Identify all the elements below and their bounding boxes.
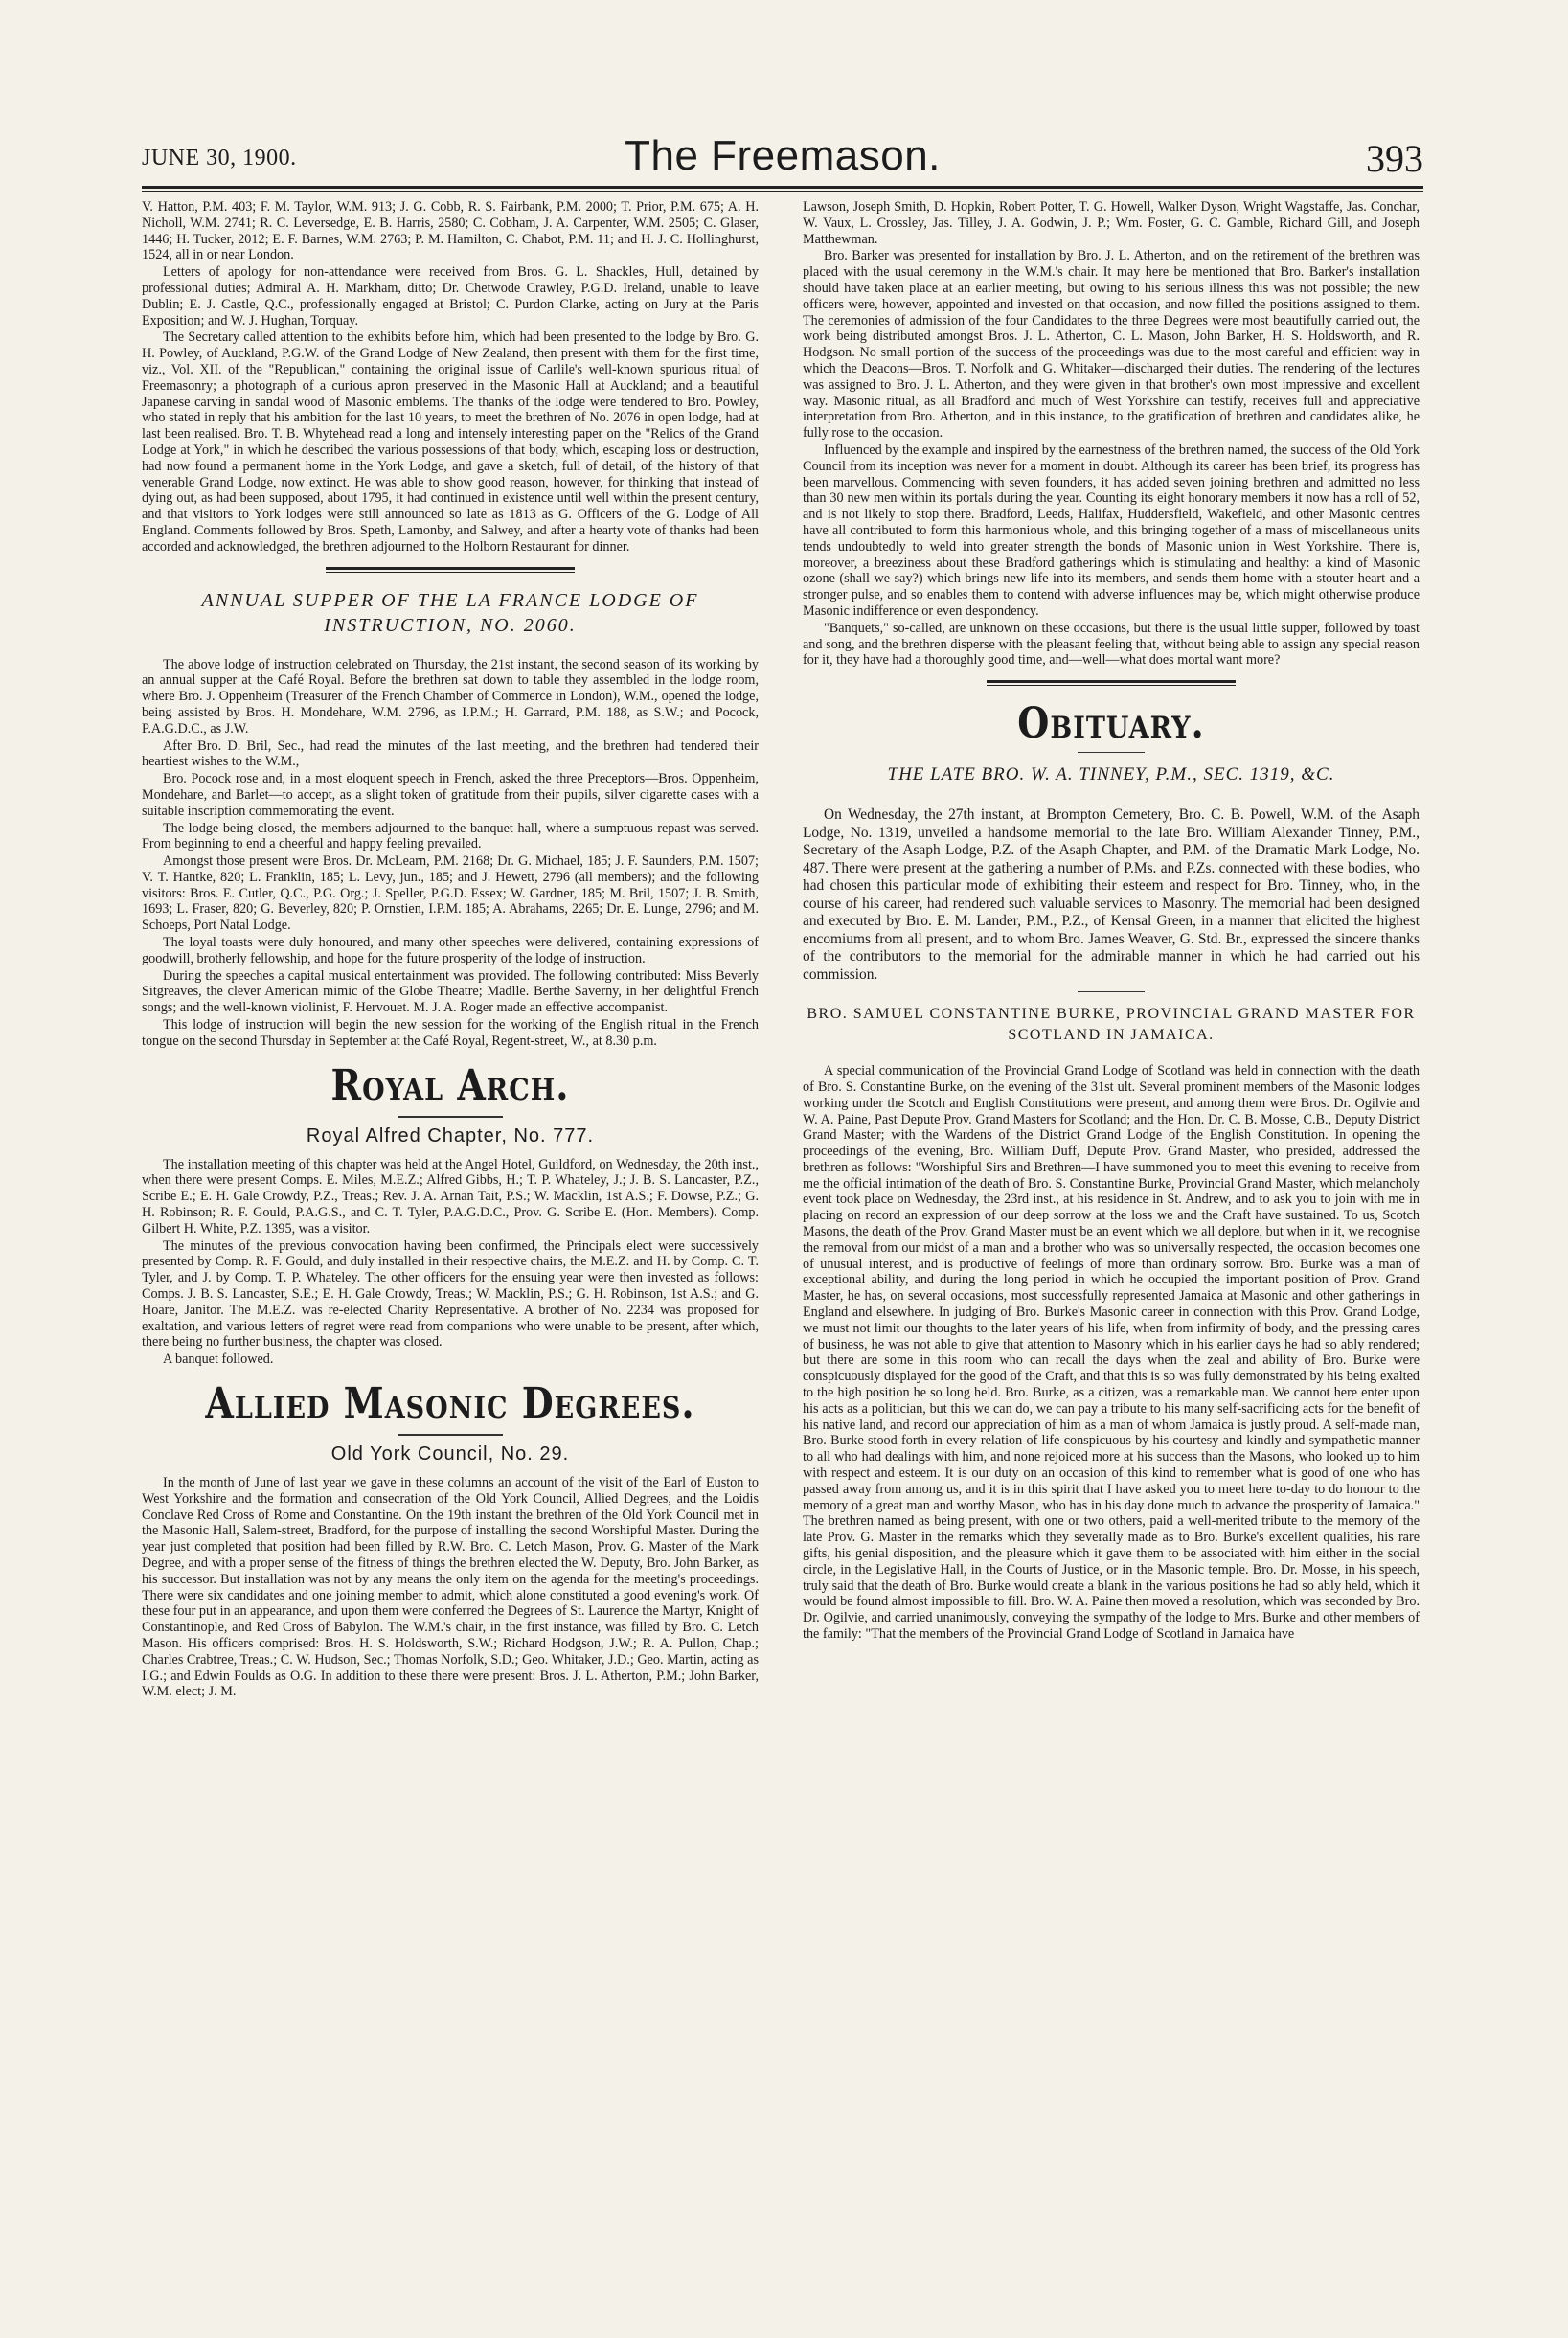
paragraph: V. Hatton, P.M. 403; F. M. Taylor, W.M. 913; J. G. Cobb, R. S. Fairbank, P.M. 2000; T. Prior, P.M. 675; A. H. Nicholl, W.M. 2741; R. C. Leversedge, E. B. Harris, 2580; C. Cobham, J. A. Carpenter, W.M. 2505; C. Glaser, 1446; H. Tucker, 2012; E. F. Barnes, W.M. 2763; P. M. Hamilton, C. Chabot, P.M. 11; and H. J. C. Hollinghurst, 1524, all in or near London.	[142, 199, 759, 263]
tinney-article	[803, 806, 1420, 984]
allied-degrees-heading: Allied Masonic Degrees.	[205, 1377, 695, 1428]
paragraph: This lodge of instruction will begin the new session for the working of the English ritual in the French tongue on the second Thursday in September at the Café Royal, Regent-street, W., at 8.30 p.m.	[142, 1017, 759, 1049]
paragraph: The Secretary called attention to the exhibits before him, which had been presented to the lodge by Bro. G. H. Powley, of Auckland, P.G.W. of the Grand Lodge of New Zealand, then present with them for the first time, viz., Vol. XII. of the "Republican," containing the original issue of Carlile's well-known spurious ritual of Freemasonry; a photograph of a curious apron preserved in the Masonic Hall at Auckland; and a beautiful Japanese carving in sandal wood of Masonic emblems. The thanks of the lodge were tendered to Bro. Powley, who stated in reply that his ambition for the last 10 years, to meet the brethren of No. 2076 in open lodge, had at last been realised. Bro. T. B. Whytehead read a long and intensely interesting paper on the "Relics of the Grand Lodge at York," in which he described the various possessions of that body, which, escaping loss or destruction, had now found a permanent home in the York Lodge, and gave a sketch, full of detail, of the history of that venerable Grand Lodge, now extinct. He was able to show good reason, however, for thinking that instead of dying out, as had been supposed, about 1795, it had continued in existence until well within the present century, and that visitors to York lodges were still announced so late as 1813 as G. Officers of the G. Lodge of All England. Comments followed by Bros. Speth, Lamonby, and Salwey, and after a hearty vote of thanks had been accorded and acknowledged, the brethren adjourned to the Holborn Restaurant for dinner.	[142, 329, 759, 555]
paragraph: A banquet followed.	[163, 1351, 274, 1368]
paragraph: During the speeches a capital musical entertainment was provided. The following contributed: Miss Beverly Sitgreaves, the clever American mimic of the Globe Theatre; Madlle. Berthe Saverny, in her delightful French songs; and the well-known violinist, F. Hervouet. M. J. A. Roger made an effective accompanist.	[142, 967, 759, 1016]
royal-alfred-heading: Royal Alfred Chapter, No. 777.	[306, 1124, 595, 1146]
paragraph: The lodge being closed, the members adjourned to the banquet hall, where a sumptuous repast was served. From beginning to end a cheerful and happy feeling prevailed.	[142, 820, 759, 852]
tinney-heading: THE LATE BRO. W. A. TINNEY, P.M., SEC. 1319, &C.	[887, 764, 1335, 785]
section-divider	[1078, 752, 1145, 753]
paragraph: Influenced by the example and inspired by the earnestness of the brethren named, the success of the Old York Council from its inception was never for a moment in doubt. Although its career has been brief, its progress has been marvellous. Commencing with seven founders, it has added seven joining brethren and admitted no less than 30 new men within its portals during the year. Counting its eight honorary members it now has a roll of 52, and is not likely to stop there. Bradford, Leeds, Halifax, Huddersfield, Wakefield, and other Masonic centres have all contributed to form this harmonious whole, and this bringing together of a mass of miscellaneous units tends undoubtedly to weld into greater strength the bonds of Masonic union in West Yorkshire. There is, moreover, a breeziness about these Bradford gatherings which is stimulating and healthy: a kind of Masonic ozone (shall we say?) which brings new life into its members, and sends them home with a stouter heart and a stronger pulse, and so enables them to contend with adverse influences may be, which might otherwise produce Masonic indifference or even despondency.	[803, 442, 1420, 619]
burke-article	[803, 1063, 1420, 1643]
obituary-heading: Obituary.	[1017, 697, 1205, 748]
left-column	[142, 199, 759, 2330]
paragraph: The minutes of the previous convocation having been confirmed, the Principals elect were successively presented by Comp. R. F. Gould, and duly installed in their respective chairs, the M.E.Z. and H. by Comp. C. T. Tyler, and J. by Comp. T. P. Whateley. The other officers for the ensuing year were then invested as follows: Comps. J. B. S. Lancaster, S.E.; E. H. Gale Crowdy, Treas.; W. Macklin, P.S.; G. H. Robinson, 1st A.S.; and G. Hoare, Janitor. The M.E.Z. was re-elected Charity Representative. A brother of No. 2234 was proposed for exaltation, and various letters of regret were read from companions who were unable to be present, after which, there being no further business, the chapter was closed.	[142, 1237, 759, 1351]
paragraph: Lawson, Joseph Smith, D. Hopkin, Robert Potter, T. G. Howell, Walker Dyson, Wright Wagstaffe, Jas. Conchar, W. Vaux, L. Crossley, Jas. Tilley, J. A. Godwin, J. P.; Wm. Foster, G. C. Gamble, Richard Gill, and Joseph Matthewman.	[803, 199, 1420, 247]
section-divider	[1078, 991, 1145, 992]
paragraph: Amongst those present were Bros. Dr. McLearn, P.M. 2168; Dr. G. Michael, 185; J. F. Saunders, P.M. 1507; V. T. Hantke, 820; L. Franklin, 185; L. Levy, jun., 185; and J. Hewett, 2796 (all members); and the following visitors: Bros. E. Cutler, Q.C., P.G. Org.; J. Speller, P.G.D. Essex; W. Gardner, 185; M. Bril, 1507; J. B. Smith, 1693; L. Fraser, 820; G. Beverley, 820; P. Ornstien, I.P.M. 185; A. Abrahams, 2265; Dr. E. Lunge, 2796; and M. Schoeps, Port Natal Lodge.	[142, 853, 759, 934]
paragraph: The installation meeting of this chapter was held at the Angel Hotel, Guildford, on Wednesday, the 20th inst., when there were present Comps. E. Miles, M.E.Z.; Alfred Gibbs, H.; T. P. Whateley, J.; J. B. S. Lancaster, P.Z., Scribe E.; E. H. Gale Crowdy, P.Z., Treas.; Rev. J. A. Arnan Tait, P.S.; W. Macklin, 1st A.S.; F. Dowse, P.Z.; G. H. Robinson; R. F. Gould, P.A.G.S., and C. T. Tyler, P.A.G.D.C., Prov. G. Scribe E. (Hon. Members). Comp. Gilbert H. White, P.Z. 1395, was a visitor.	[142, 1156, 759, 1237]
burke-heading: BRO. SAMUEL CONSTANTINE BURKE, PROVINCIAL GRAND MASTER FOR SCOTLAND IN JAMAICA.	[807, 1006, 1416, 1044]
paragraph: In the month of June of last year we gave in these columns an account of the visit of the Earl of Euston to West Yorkshire and the formation and consecration of the Old York Council, Allied Degrees, and the Loidis Conclave Red Cross of Rome and Constantine. On the 19th instant the brethren of the Old York Council met in the Masonic Hall, Salem-street, Bradford, for the purpose of installing the second Worshipful Master. During the year just completed that position had been filled by R.W. Bro. C. Letch Mason, Prov. G. Master of the Mark Degree, and with a proper sense of the fitness of things the brethren elected the W. Deputy, Bro. John Barker, as his successor. But installation was not by any means the only item on the agenda for the meeting's proceedings. There were six candidates and one joining member to admit, which alone constituted a good evening's work. Of these four put in an appearance, and upon them were conferred the Degrees of St. Laurence the Martyr, Knight of Constantinople, and Red Cross of Babylon. The W.M.'s chair, in the first instance, was filled by Bro. C. Letch Mason. His officers comprised: Bros. H. S. Holdsworth, S.W.; Richard Hodgson, J.W.; R. A. Pullon, Chap.; Charles Crabtree, Treas.; C. W. Hudson, Sec.; Thomas Norfolk, S.D.; Geo. Whitaker, J.D.; Geo. Martin, acting as I.G.; and Edwin Foulds as O.G. In addition to these there were present: Bros. J. L. Atherton, P.M.; John Barker, W.M. elect; J. M.	[142, 1475, 759, 1700]
masthead-rule-thin	[142, 191, 1423, 192]
issue-date: JUNE 30, 1900.	[142, 146, 297, 170]
old-york-article	[142, 1475, 759, 1700]
supper-heading: ANNUAL SUPPER OF THE LA FRANCE LODGE OF INSTRUCTION, NO. 2060.	[201, 589, 699, 636]
paragraph: On Wednesday, the 27th instant, at Brompton Cemetery, Bro. C. B. Powell, W.M. of the Asaph Lodge, No. 1319, unveiled a handsome memorial to the late Bro. William Alexander Tinney, P.M., Secretary of the Asaph Lodge, P.Z. of the Asaph Chapter, and P.M. of the Dramatic Mark Lodge, No. 487. There were present at the gathering a number of P.Ms. and P.Zs. connected with these bodies, who had chosen this particular mode of exhibiting their esteem and respect for Bro. Tinney, who, in the course of his career, had rendered such valuable services to Masonry. The memorial had been designed and executed by Bro. E. M. Lander, P.M., P.Z., of Kensal Green, in a manner that elicited the highest encomiums from all present, and to whom Bro. James Weaver, G. Std. Br., expressed the sincere thanks of the contributors to the memorial for the admirable manner in which he had carried out his commission.	[803, 806, 1420, 983]
section-divider	[987, 680, 1236, 686]
royal-arch-heading: Royal Arch.	[330, 1059, 570, 1110]
paragraph: The loyal toasts were duly honoured, and many other speeches were delivered, containing expressions of goodwill, brotherly fellowship, and hope for the future prosperity of the lodge of instruction.	[142, 935, 759, 966]
paragraph: Letters of apology for non-attendance were received from Bros. G. L. Shackles, Hull, detained by professional duties; Admiral A. H. Markham, ditto; Dr. Chetwode Crawley, P.G.D. Ireland, unable to leave Dublin; E. J. Castle, Q.C., professionally engaged at Bristol; C. Purdon Clarke, acting on Jury at the Paris Exposition; and W. J. Hughan, Torquay.	[142, 264, 759, 329]
paragraph: A special communication of the Provincial Grand Lodge of Scotland was held in connection with the death of Bro. S. Constantine Burke, on the evening of the 31st ult. Several prominent members of the Masonic lodges working under the Scotch and English Constitutions were present, and among them were Bros. Dr. Ogilvie and W. A. Paine, Past Depute Prov. Grand Masters for Scotland; and the Hon. Dr. C. B. Mosse, C.B., Deputy District Grand Master; with the Wardens of the District Grand Lodge of the English Constitution. In opening the proceedings of the evening, Bro. William Duff, Depute Prov. Grand Master, who presided, addressed the brethren as follows: "Worshipful Sirs and Brethren—I have summoned you to meet this evening to receive from me the official intimation of the death of Bro. S. Constantine Burke, Provincial Grand Master, which melancholy event took place on Wednesday, the 23rd inst., at his residence in St. Andrew, and to ask you to join with me in placing on record an expression of our deep sorrow at the loss we and the Craft have sustained. To us, Scotch Masons, the death of the Prov. Grand Master must be an event which we all deplore, but when in it, we recognise the removal from our midst of a man and a brother who was so universally respected, the occasion becomes one of unusual interest, and is productive of feelings of more than ordinary sorrow. Bro. Burke was a man of exceptional ability, and during the long period in which he occupied the important position of Prov. Grand Master, he has, on several occasions, most successfully represented Jamaica at Masonic and other gatherings in England and elsewhere. In judging of Bro. Burke's Masonic career in connection with this Prov. Grand Lodge, we must not limit our thoughts to the later years of his life, when from infirmity of body, and the pressing cares of business, he was not able to give that attention to Masonry which in his earlier days he had so ably rendered; but there are some in this room who can recall the days when the zeal and ability of Bro. Burke were conspicuously displayed for the good of the Craft, and that this is so was fully demonstrated by his being exalted to the high position he so long held. Bro. Burke, as a citizen, was a remarkable man. We cannot here enter upon his acts as a politician, but this we can do, we can pay a tribute to his many self-sacrificing acts for the benefit of his native land, and record our appreciation of him as a man of whom Jamaica is justly proud. A self-made man, Bro. Burke stood forth in every relation of life conspicuous by his courtesy and kindly and sympathetic manner to all who had dealings with him, and none rejoiced more at his success than the Masons, who looked up to him with respect and esteem. It is our duty on an occasion of this kind to remember what is good of one who has passed away from among us, and it is in this spirit that I have asked you to meet here to-day to do honour to the memory of a great man and worthy Mason, who has in his day done much to advance the prosperity of Jamaica." The brethren named as being present, with one or two others, paid a well-merited tribute to the memory of the late Prov. G. Master in the remarks which they severally made as to Bro. Burke's excellent qualities, his rare gifts, his genial disposition, and the pleasure which it gave them to be associated with him either in the social circle, in the Legislative Hall, in the Courts of Justice, or in the Masonic temple. Bro. Dr. Mosse, in his speech, truly said that the death of Bro. Burke would create a blank in the various positions he had so ably held, which it would be found almost impossible to fill. Bro. W. A. Paine then moved a resolution, which was seconded by Bro. Dr. Ogilvie, and carried unanimously, conveying the sympathy of the lodge to Mrs. Burke and other members of the family: "That the members of the Provincial Grand Lodge of Scotland in Jamaica have	[803, 1063, 1420, 1642]
section-divider	[326, 567, 575, 573]
supper-article	[142, 657, 759, 1050]
right-column	[803, 199, 1420, 2330]
paragraph: Bro. Pocock rose and, in a most eloquent speech in French, asked the three Preceptors—Bros. Oppenheim, Mondehare, and Barlet—to accept, as a slight token of gratitude from their pupils, silver cigarette cases with a suitable inscription commemorating the event.	[142, 771, 759, 819]
paragraph: "Banquets," so-called, are unknown on these occasions, but there is the usual little supper, followed by toast and song, and the brethren disperse with the pleasant feeling that, without being able to assign any special reason for it, they have had a thoroughly good time, and—well—what does mortal want more?	[803, 620, 1420, 669]
masthead	[142, 132, 1423, 184]
old-york-heading: Old York Council, No. 29.	[330, 1443, 570, 1465]
paragraph: The above lodge of instruction celebrated on Thursday, the 21st instant, the second season of its working by an annual supper at the Café Royal. Before the brethren sat down to table they assembled in the lodge room, where Bro. J. Oppenheim (Treasurer of the French Chamber of Commerce in London), W.M., opened the lodge, being assisted by Bros. H. Mondehare, W.M. 2796, as I.P.M.; H. Garrard, P.M. 188, as S.W.; and Pocock, P.A.G.D.C., as J.W.	[142, 656, 759, 737]
paragraph: After Bro. D. Bril, Sec., had read the minutes of the last meeting, and the brethren had tendered their heartiest wishes to the W.M.,	[142, 738, 759, 770]
lodge-report-continued	[142, 199, 759, 556]
newspaper-title: The Freemason.	[625, 132, 941, 179]
paragraph: Bro. Barker was presented for installation by Bro. J. L. Atherton, and on the retirement of the brethren was placed with the usual ceremony in the W.M.'s chair. It may here be mentioned that Bro. Barker's installation should have taken place at an earlier meeting, but owing to his serious illness this was not possible; the new officers were, however, appointed and invested on that occasion, and now filled the positions assigned to them. The ceremonies of admission of the four Candidates to the three Degrees were most beautifully carried out, the work being distributed amongst Bros. J. L. Atherton, C. L. Mason, John Barker, H. S. Holdsworth, and R. Hodgson. No small portion of the success of the proceedings was due to the most careful and efficient way in which the Deacons—Bros. T. Norfolk and G. Whitaker—discharged their duties. The rendering of the lectures was assigned to Bro. J. L. Atherton, and they were given in that brother's own most impressive and excellent way. Masonic ritual, as all Bradford and much of West Yorkshire can testify, receives full and appreciative interpretation from Bro. Atherton, and in this instance, to the gratification of brethren and candidates alike, he fully rose to the occasion.	[803, 248, 1420, 442]
section-divider	[398, 1434, 503, 1436]
old-york-article-continued	[803, 199, 1420, 669]
masthead-rule	[142, 186, 1423, 189]
page-number: 393	[1366, 137, 1423, 180]
royal-alfred-article	[142, 1157, 759, 1368]
section-divider	[398, 1116, 503, 1118]
